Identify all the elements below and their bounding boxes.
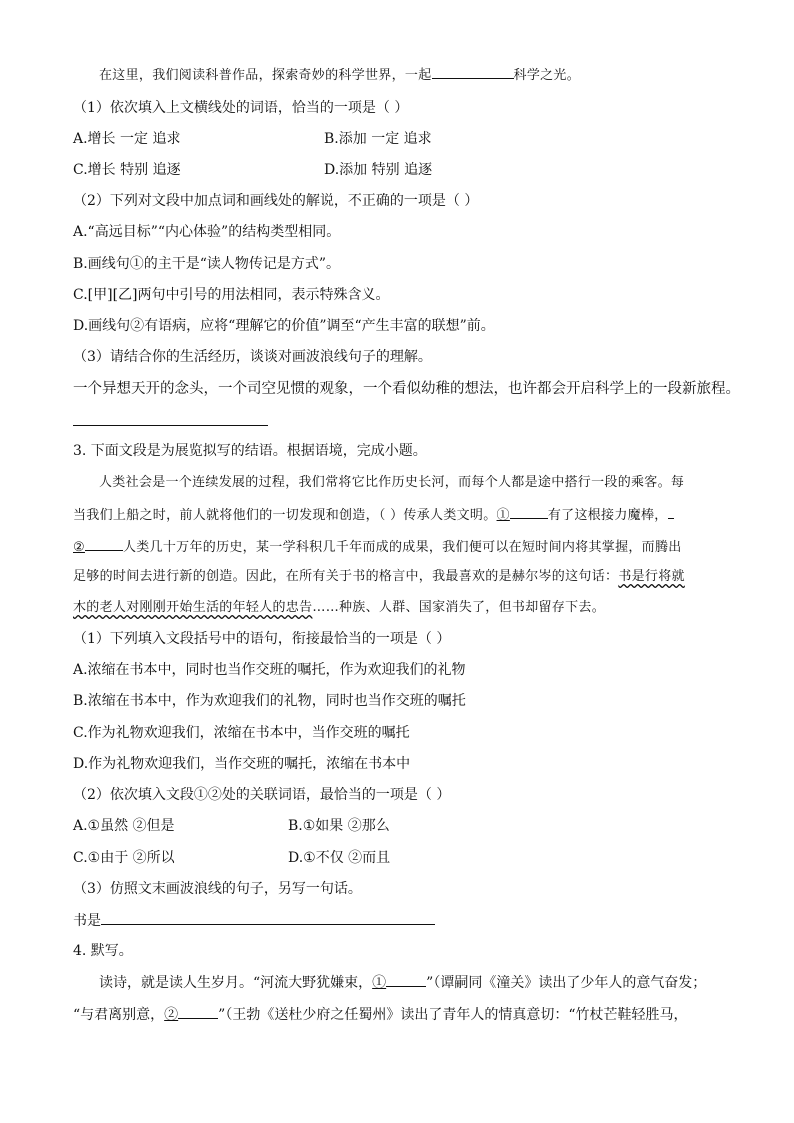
- q3-sub3-prompt: （3）仿照文末画波浪线的句子，另写一句话。: [73, 881, 362, 897]
- passage-closing-line: [99, 64, 759, 86]
- fill-blank-1[interactable]: [386, 972, 426, 987]
- q3-paragraph-line-2-text: 当我们上船之时，前人就将他们的一切发现和创造，（ ）传承人类文明。: [73, 508, 497, 523]
- q2-sub1-option-c[interactable]: C.增长 特别 追逐: [73, 162, 181, 178]
- q3-paragraph-line-2-tail: 有了这根接力魔棒，: [547, 508, 668, 523]
- q2-sub1-option-b[interactable]: B.添加 一定 追求: [324, 131, 432, 147]
- q2-sub3-prompt: （3）请结合你的生活经历，谈谈对画波浪线句子的理解。: [73, 349, 432, 365]
- q3-paragraph-line-2: [73, 504, 733, 526]
- q3-sub3-answer: [73, 910, 733, 931]
- q3-paragraph-line-3: [73, 536, 733, 558]
- marker-2: ②: [73, 540, 85, 555]
- q4-line-1-tail: ”（谭嗣同《潼关》读出了少年人的意气奋发；: [426, 975, 707, 991]
- q3-paragraph-line-5-text: ……种族、人群、国家消失了，但书却留存下去。: [312, 600, 606, 615]
- q4-line-2: [73, 1004, 733, 1025]
- answer-line[interactable]: [73, 425, 268, 426]
- q3-paragraph-line-4-text: 足够的时间去进行新的创造。因此，在所有关于书的格言中，我最喜欢的是赫尔岑的这句话：: [73, 569, 619, 584]
- q3-sub2-option-b[interactable]: B.①如果 ②那么: [288, 818, 390, 834]
- marker-1: ①: [496, 508, 510, 523]
- fill-blank-1[interactable]: [510, 504, 548, 519]
- q4-line-1: [99, 972, 739, 993]
- q3-sub2-option-a[interactable]: A.①虽然 ②但是: [73, 818, 175, 834]
- q3-paragraph-line-5: [73, 598, 733, 618]
- fill-blank[interactable]: [432, 64, 514, 79]
- fill-blank-2[interactable]: [178, 1004, 218, 1019]
- marker-2: ②: [164, 1007, 179, 1023]
- fill-blank-2[interactable]: [85, 536, 123, 551]
- q2-sub2-option-c[interactable]: C.[甲][乙]两句中引号的用法相同，表示特殊含义。: [73, 287, 390, 303]
- q3-sub1-prompt: （1）下列填入文段括号中的语句，衔接最恰当的一项是（ ）: [73, 631, 451, 647]
- q3-paragraph-line-1: 人类社会是一个连续发展的过程，我们常将它比作历史长河，而每个人都是途中搭行一段的乘客。每: [99, 475, 685, 490]
- q3-paragraph-line-3-text: 人类几十万年的历史，某一学科积几千年而成的成果，我们便可以在短时间内将其掌握，而腾出: [122, 540, 682, 555]
- passage-text-before-blank: 在这里，我们阅读科普作品，探索奇妙的科学世界，一起: [99, 68, 432, 83]
- answer-prefix: 书是: [73, 913, 101, 929]
- marker-1: ①: [372, 975, 387, 991]
- q2-sub2-prompt: （2）下列对文段中加点词和画线处的解说，不正确的一项是（ ）: [73, 193, 479, 209]
- q2-sub2-option-b[interactable]: B.画线句①的主干是“读人物传记是方式”。: [73, 256, 341, 272]
- q2-sub1-option-a[interactable]: A.增长 一定 追求: [73, 131, 181, 147]
- q3-sub1-option-a[interactable]: A.浓缩在书本中，同时也当作交班的嘱托，作为欢迎我们的礼物: [73, 662, 466, 678]
- q3-sub1-option-d[interactable]: D.作为礼物欢迎我们，当作交班的嘱托，浓缩在书本中: [73, 756, 411, 772]
- q3-sub1-option-b[interactable]: B.浓缩在书本中，作为欢迎我们的礼物，同时也当作交班的嘱托: [73, 693, 466, 709]
- q3-sub1-option-c[interactable]: C.作为礼物欢迎我们，浓缩在书本中，当作交班的嘱托: [73, 725, 410, 741]
- q2-sub2-option-d[interactable]: D.画线句②有语病，应将“理解它的价值”调至“产生丰富的联想”前。: [73, 318, 495, 334]
- q3-sub2-option-c[interactable]: C.①由于 ②所以: [73, 850, 175, 866]
- q2-sub2-option-a[interactable]: A.“高远目标”“内心体验”的结构类型相同。: [73, 224, 341, 240]
- wave-underlined-quote-start: 书是行将就: [618, 569, 685, 584]
- q4-title: 4. 默写。: [73, 943, 133, 959]
- passage-text-after-blank: 科学之光。: [513, 68, 581, 83]
- q4-line-2-text: “与君离别意，: [73, 1007, 165, 1023]
- q3-title: 3. 下面文段是为展览拟写的结语。根据语境，完成小题。: [73, 443, 427, 459]
- q2-sub1-option-d[interactable]: D.添加 特别 追逐: [324, 162, 433, 178]
- answer-blank[interactable]: [101, 910, 435, 925]
- q3-paragraph-line-4: [73, 567, 733, 587]
- q4-line-1-text: 读诗，就是读人生岁月。“河流大野犹嫌束，: [99, 975, 373, 991]
- q3-sub2-prompt: （2）依次填入文段①②处的关联词语，最恰当的一项是（ ）: [73, 787, 451, 803]
- q3-sub2-option-d[interactable]: D.①不仅 ②而且: [288, 850, 391, 866]
- wave-underlined-quote-end: 木的老人对刚刚开始生活的年轻人的忠告: [73, 600, 313, 615]
- q4-line-2-tail: ”（王勃《送杜少府之任蜀州》读出了青年人的情真意切：“竹杖芒鞋轻胜马，: [218, 1007, 688, 1023]
- q2-sub1-prompt: （1）依次填入上文横线处的词语，恰当的一项是（ ）: [73, 100, 409, 116]
- wave-sentence: 一个异想天开的念头，一个司空见惯的观象，一个看似幼稚的想法，也许都会开启科学上的一段新旅程。: [73, 381, 740, 397]
- fill-blank-edge: [668, 504, 674, 519]
